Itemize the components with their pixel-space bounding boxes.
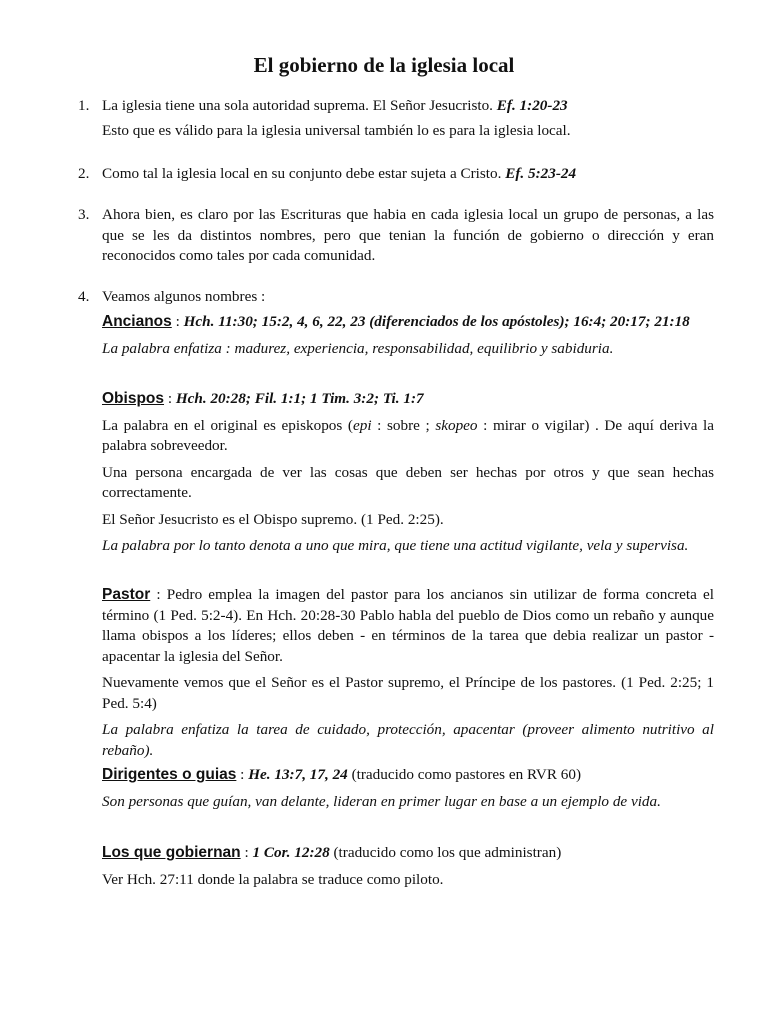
item-text: Veamos algunos nombres : [102,288,266,305]
term-line: Los que gobiernan : 1 Cor. 12:28 (traducido como los que administran) [102,844,562,861]
term-paragraph: La palabra en el original es episkopos (epi : sobre ; skopeo : mirar o vigilar) . De aquí deriva la palabra sobreveedor. [102,416,715,454]
term-paragraph: Nuevamente vemos que el Señor es el Pastor supremo, el Príncipe de los pastores. (1 Ped. 2:25; 1 Ped. 5:4) [102,674,714,712]
section-dirigentes [102,765,714,812]
scripture-ref: Ef. 5:23-24 [505,165,577,182]
item-text: La iglesia tiene una sola autoridad suprema. El Señor Jesucristo. Ef. 1:20-23 [102,97,568,114]
term-note: Son personas que guían, van delante, lideran en primer lugar en base a un ejemplo de vida. [102,792,661,810]
term-paragraph: Una persona encargada de ver las cosas que deben ser hechas por otros y que sean hechas correctamente. [102,463,714,501]
term-paragraph: Ver Hch. 27:11 donde la palabra se traduce como piloto. [102,870,444,888]
scripture-ref: He. 13:7, 17, 24 [248,766,348,783]
term-note: La palabra enfatiza la tarea de cuidado, protección, apacentar (proveer alimento nutritivo al rebaño). [102,721,714,759]
item-number: 4. [78,288,90,305]
term-note: La palabra enfatiza : madurez, experiencia, responsabilidad, equilibrio y sabiduria. [102,339,614,357]
term-heading: Obispos [102,390,165,407]
term-line: Ancianos : Hch. 11:30; 15:2, 4, 6, 22, 23 (diferenciados de los apóstoles); 16:4; 20:17; 21:18 [102,313,690,330]
term-heading: Pastor [102,586,151,603]
item-number: 1. [78,97,90,114]
section-obispos [102,389,714,557]
item-text: Esto que es válido para la iglesia universal también lo es para la iglesia local. [102,121,571,139]
item-text: Ahora bien, es claro por las Escrituras que habia en cada iglesia local un grupo de personas, a las que se les da distintos nombres, pero que tenian la función de gobierno o dirección y eran reconocidos como tales por cada comunidad. [102,206,714,264]
page-title: El gobierno de la iglesia local [253,53,515,77]
scripture-ref: Hch. 11:30; 15:2, 4, 6, 22, 23 (diferenciados de los apóstoles); 16:4; 20:17; 21:18 [183,313,690,330]
term-paragraph: Pastor : Pedro emplea la imagen del pastor para los ancianos sin utilizar de forma concreta el término (1 Ped. 5:2-4). En Hch. 20:28-30 Pablo habla del pueblo de Dios como un rebaño y aunque llama obispos a los líderes; ellos deben - en términos de la tarea que debia realizar un pastor - apacentar la iglesia del Señor. [102,586,714,665]
term-heading: Ancianos [102,313,172,330]
scripture-ref: Hch. 20:28; Fil. 1:1; 1 Tim. 3:2; Ti. 1:7 [175,390,424,407]
section-pastor [102,585,714,761]
term-paragraph: El Señor Jesucristo es el Obispo supremo. (1 Ped. 2:25). [102,510,444,528]
term-note: La palabra por lo tanto denota a uno que mira, que tiene una actitud vigilante, vela y supervisa. [102,537,689,554]
section-gobiernan [102,843,714,890]
term-heading: Los que gobiernan [102,844,241,861]
item-number: 2. [78,165,90,182]
section-ancianos [102,312,714,359]
item-text: Como tal la iglesia local en su conjunto debe estar sujeta a Cristo. Ef. 5:23-24 [102,165,577,182]
term-heading: Dirigentes o guias [102,766,237,783]
term-line: Dirigentes o guias : He. 13:7, 17, 24 (traducido como pastores en RVR 60) [102,766,582,783]
item-number: 3. [78,206,90,223]
scripture-ref: 1 Cor. 12:28 [252,844,330,861]
term-line: Obispos : Hch. 20:28; Fil. 1:1; 1 Tim. 3:2; Ti. 1:7 [102,390,424,407]
scripture-ref: Ef. 1:20-23 [496,97,568,114]
